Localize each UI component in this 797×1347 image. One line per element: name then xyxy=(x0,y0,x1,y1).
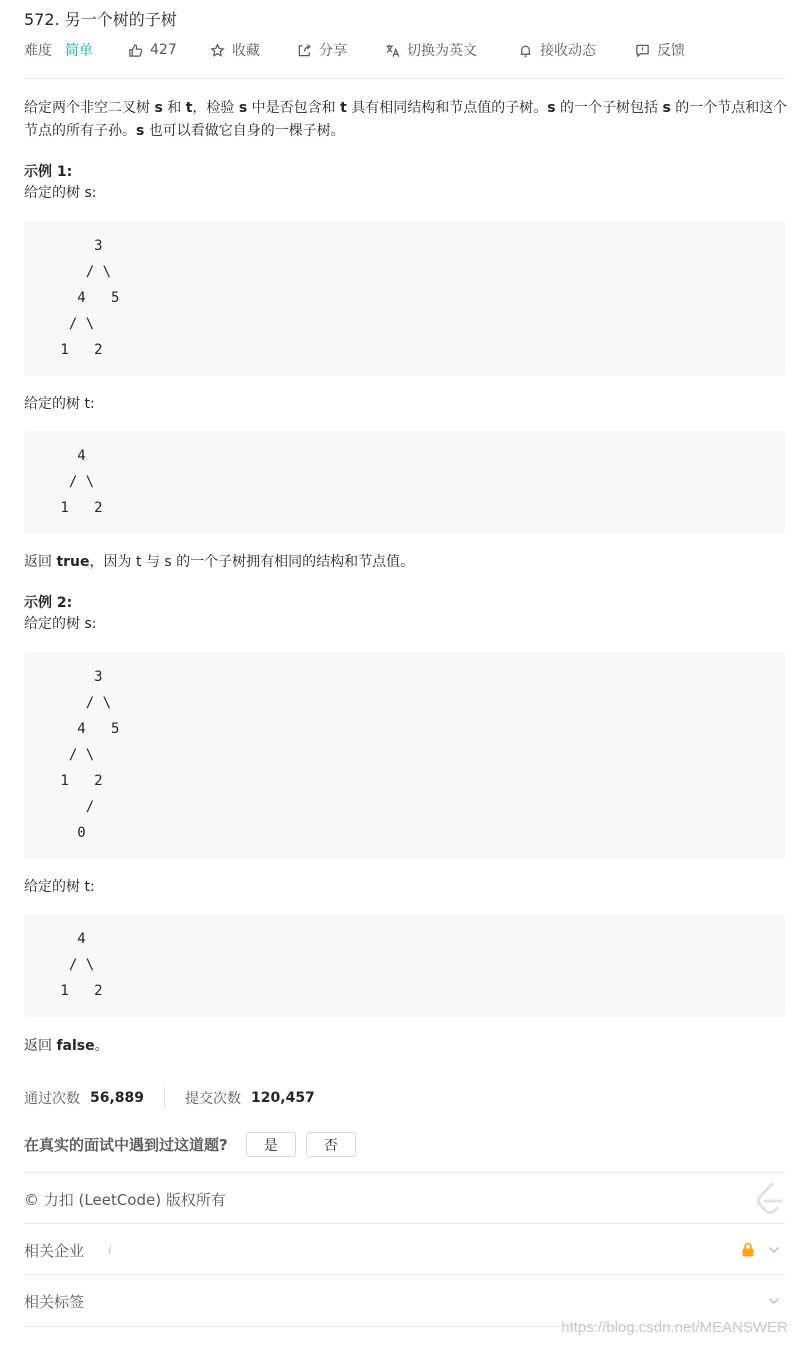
share-button[interactable] xyxy=(297,40,347,60)
notify-label: 接收动态 xyxy=(540,43,596,59)
favorite-button[interactable] xyxy=(210,40,260,60)
result-text: 。 xyxy=(94,1038,109,1054)
example2-result xyxy=(24,1035,789,1058)
favorite-label: 收藏 xyxy=(232,43,260,59)
like-count: 427 xyxy=(150,42,177,58)
var-s: s xyxy=(136,123,145,139)
submissions-value: 120,457 xyxy=(251,1090,315,1106)
result-value: false xyxy=(56,1038,95,1054)
watermark: https://blog.csdn.net/MEANSWER xyxy=(561,1319,788,1336)
bell-icon xyxy=(518,43,533,58)
related-tags-row[interactable] xyxy=(0,1275,797,1325)
feedback-button[interactable] xyxy=(635,40,685,60)
desc-text: 具有相同结构和节点值的子树。 xyxy=(346,100,548,116)
divider xyxy=(24,1172,785,1173)
related-tags-label: 相关标签 xyxy=(24,1293,85,1311)
desc-text: 和 xyxy=(162,100,186,116)
example1-s-tree: 3 / \ 4 5 / \ 1 2 xyxy=(60,238,120,358)
example1-heading: 示例 1: xyxy=(24,164,73,180)
related-companies-row[interactable] xyxy=(0,1224,797,1274)
result-text: ，因为 t 与 s 的一个子树拥有相同的结构和节点值。 xyxy=(89,554,415,570)
example1-t-label: 给定的树 t: xyxy=(24,396,95,412)
difficulty xyxy=(24,40,93,60)
feedback-icon xyxy=(635,43,650,58)
translate-icon xyxy=(385,43,400,58)
accepted-label: 通过次数 xyxy=(24,1091,80,1107)
leetcode-logo-icon xyxy=(752,1181,784,1217)
switch-language-label: 切换为英文 xyxy=(407,43,477,59)
desc-text: 也可以看做它自身的一棵子树。 xyxy=(144,123,345,139)
var-s: s xyxy=(662,100,671,116)
feedback-label: 反馈 xyxy=(657,43,685,59)
like-button[interactable] xyxy=(128,40,177,60)
accepted-value: 56,889 xyxy=(90,1090,145,1106)
desc-text: ，检验 xyxy=(192,100,239,116)
var-t: t xyxy=(340,100,347,116)
chevron-down-icon xyxy=(767,1243,781,1257)
copyright: © 力扣 (LeetCode) 版权所有 xyxy=(24,1191,226,1209)
desc-text: 给定两个非空二叉树 xyxy=(24,100,155,116)
submission-stats xyxy=(24,1087,315,1109)
interview-question xyxy=(24,1132,366,1157)
example1-s-label: 给定的树 s: xyxy=(24,185,97,201)
result-text: 返回 xyxy=(24,554,57,570)
example1-result xyxy=(24,551,789,574)
var-t: t xyxy=(185,100,193,116)
submissions-label: 提交次数 xyxy=(185,1091,242,1107)
interview-question-text: 在真实的面试中遇到过这道题? xyxy=(24,1136,228,1154)
result-value: true xyxy=(56,554,90,570)
result-text: 返回 xyxy=(24,1038,57,1054)
example1-t-tree: 4 / \ 1 2 xyxy=(60,448,103,516)
notify-button[interactable] xyxy=(518,40,596,60)
example1-s-tree-box xyxy=(24,221,785,376)
var-s: s xyxy=(154,100,163,116)
difficulty-value: 简单 xyxy=(65,43,93,59)
example2-s-tree-box xyxy=(24,652,785,859)
no-button[interactable]: 否 xyxy=(306,1132,356,1157)
var-s: s xyxy=(547,100,556,116)
info-icon: i xyxy=(108,1243,112,1257)
example1-t-tree-box xyxy=(24,431,785,534)
var-s: s xyxy=(238,100,248,116)
example2-t-tree: 4 / \ 1 2 xyxy=(60,931,103,999)
switch-language-button[interactable] xyxy=(385,40,477,60)
related-companies-label: 相关企业 xyxy=(24,1242,85,1260)
problem-title: 572. 另一个树的子树 xyxy=(24,10,177,29)
problem-description xyxy=(24,97,789,143)
star-icon xyxy=(210,43,225,58)
example2-t-tree-box xyxy=(24,914,785,1017)
example2-heading: 示例 2: xyxy=(24,595,73,611)
yes-button[interactable]: 是 xyxy=(246,1132,296,1157)
thumbs-up-icon xyxy=(128,43,143,58)
example2-s-label: 给定的树 s: xyxy=(24,616,97,632)
problem-toolbar xyxy=(24,40,785,60)
stats-divider xyxy=(164,1087,165,1109)
desc-text: 的一个节点和这个节点的所有子孙。 xyxy=(24,100,788,139)
share-icon xyxy=(297,43,312,58)
share-label: 分享 xyxy=(319,43,347,59)
desc-text: 的一个子树包括 xyxy=(555,100,663,116)
desc-text: 中是否包含和 xyxy=(247,100,341,116)
example2-s-tree: 3 / \ 4 5 / \ 1 2 / 0 xyxy=(60,669,120,841)
lock-icon xyxy=(741,1242,755,1257)
header-divider xyxy=(24,78,785,79)
chevron-down-icon xyxy=(767,1294,781,1308)
difficulty-label: 难度 xyxy=(24,43,52,59)
example2-t-label: 给定的树 t: xyxy=(24,879,95,895)
